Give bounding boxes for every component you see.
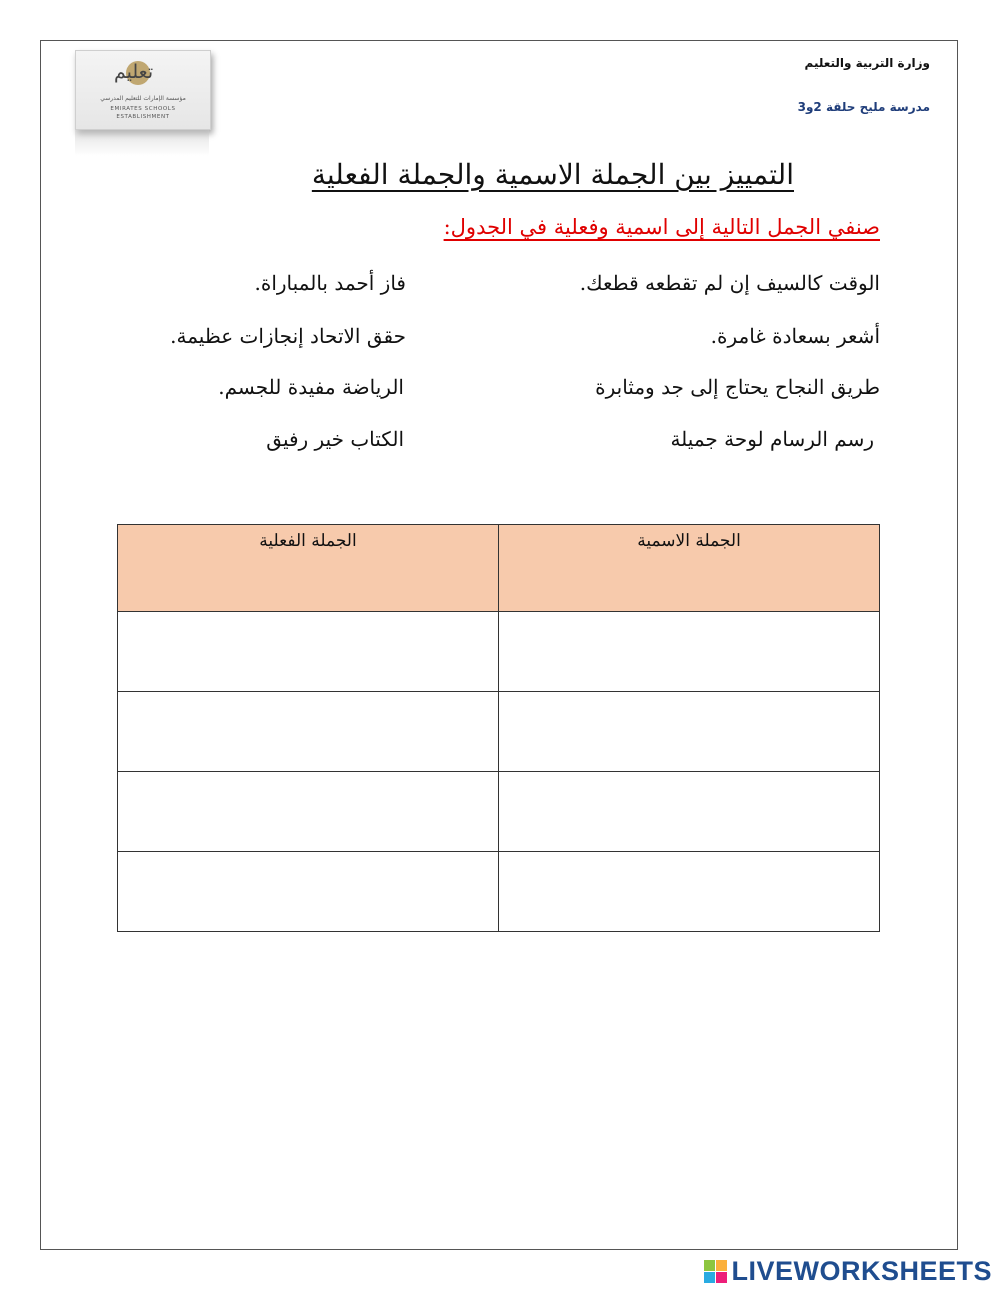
- sentence-right-3: طريق النجاح يحتاج إلى جد ومثابرة: [595, 375, 880, 399]
- table-row: [118, 612, 880, 692]
- logo-reflection: [75, 130, 209, 156]
- school-logo: [75, 50, 211, 130]
- logo-org-english-2: ESTABLISHMENT: [116, 114, 170, 120]
- nominal-answer-cell[interactable]: [499, 612, 880, 692]
- table-row: [118, 772, 880, 852]
- brand-text: LIVEWORKSHEETS: [731, 1256, 992, 1286]
- table-header-row: [118, 525, 880, 612]
- header-nominal-sentence: الجملة الاسمية: [499, 525, 880, 612]
- liveworksheets-brand: [704, 1256, 992, 1287]
- sentence-left-1: فاز أحمد بالمباراة.: [254, 271, 406, 295]
- classification-table: [117, 524, 880, 932]
- table-row: [118, 692, 880, 772]
- header-verbal-sentence: الجملة الفعلية: [118, 525, 499, 612]
- logo-arabic-text: تعليم: [114, 61, 154, 83]
- verbal-answer-cell[interactable]: [118, 772, 499, 852]
- worksheet-title: التمييز بين الجملة الاسمية والجملة الفعلية: [311, 158, 794, 191]
- sentence-right-2: أشعر بسعادة غامرة.: [710, 324, 880, 348]
- nominal-answer-cell[interactable]: [499, 692, 880, 772]
- verbal-answer-cell[interactable]: [118, 692, 499, 772]
- ministry-label: وزارة التربية والتعليم: [804, 56, 930, 70]
- sentence-left-3: الرياضة مفيدة للجسم.: [218, 375, 404, 399]
- logo-org-english-1: EMIRATES SCHOOLS: [110, 106, 176, 112]
- instruction-text: صنفي الجمل التالية إلى اسمية وفعلية في الجدول:: [443, 215, 880, 239]
- school-label: مدرسة مليح حلقة 2و3: [797, 100, 930, 114]
- sentence-left-2: حقق الاتحاد إنجازات عظيمة.: [170, 324, 406, 348]
- nominal-answer-cell[interactable]: [499, 772, 880, 852]
- verbal-answer-cell[interactable]: [118, 852, 499, 932]
- liveworksheets-logo-icon: [704, 1260, 727, 1283]
- table-row: [118, 852, 880, 932]
- sentence-right-4: رسم الرسام لوحة جميلة: [670, 427, 874, 451]
- nominal-answer-cell[interactable]: [499, 852, 880, 932]
- sentence-right-1: الوقت كالسيف إن لم تقطعه قطعك.: [579, 271, 880, 295]
- logo-org-arabic: مؤسسة الإمارات للتعليم المدرسي: [100, 95, 186, 102]
- sentence-left-4: الكتاب خير رفيق: [266, 427, 404, 451]
- verbal-answer-cell[interactable]: [118, 612, 499, 692]
